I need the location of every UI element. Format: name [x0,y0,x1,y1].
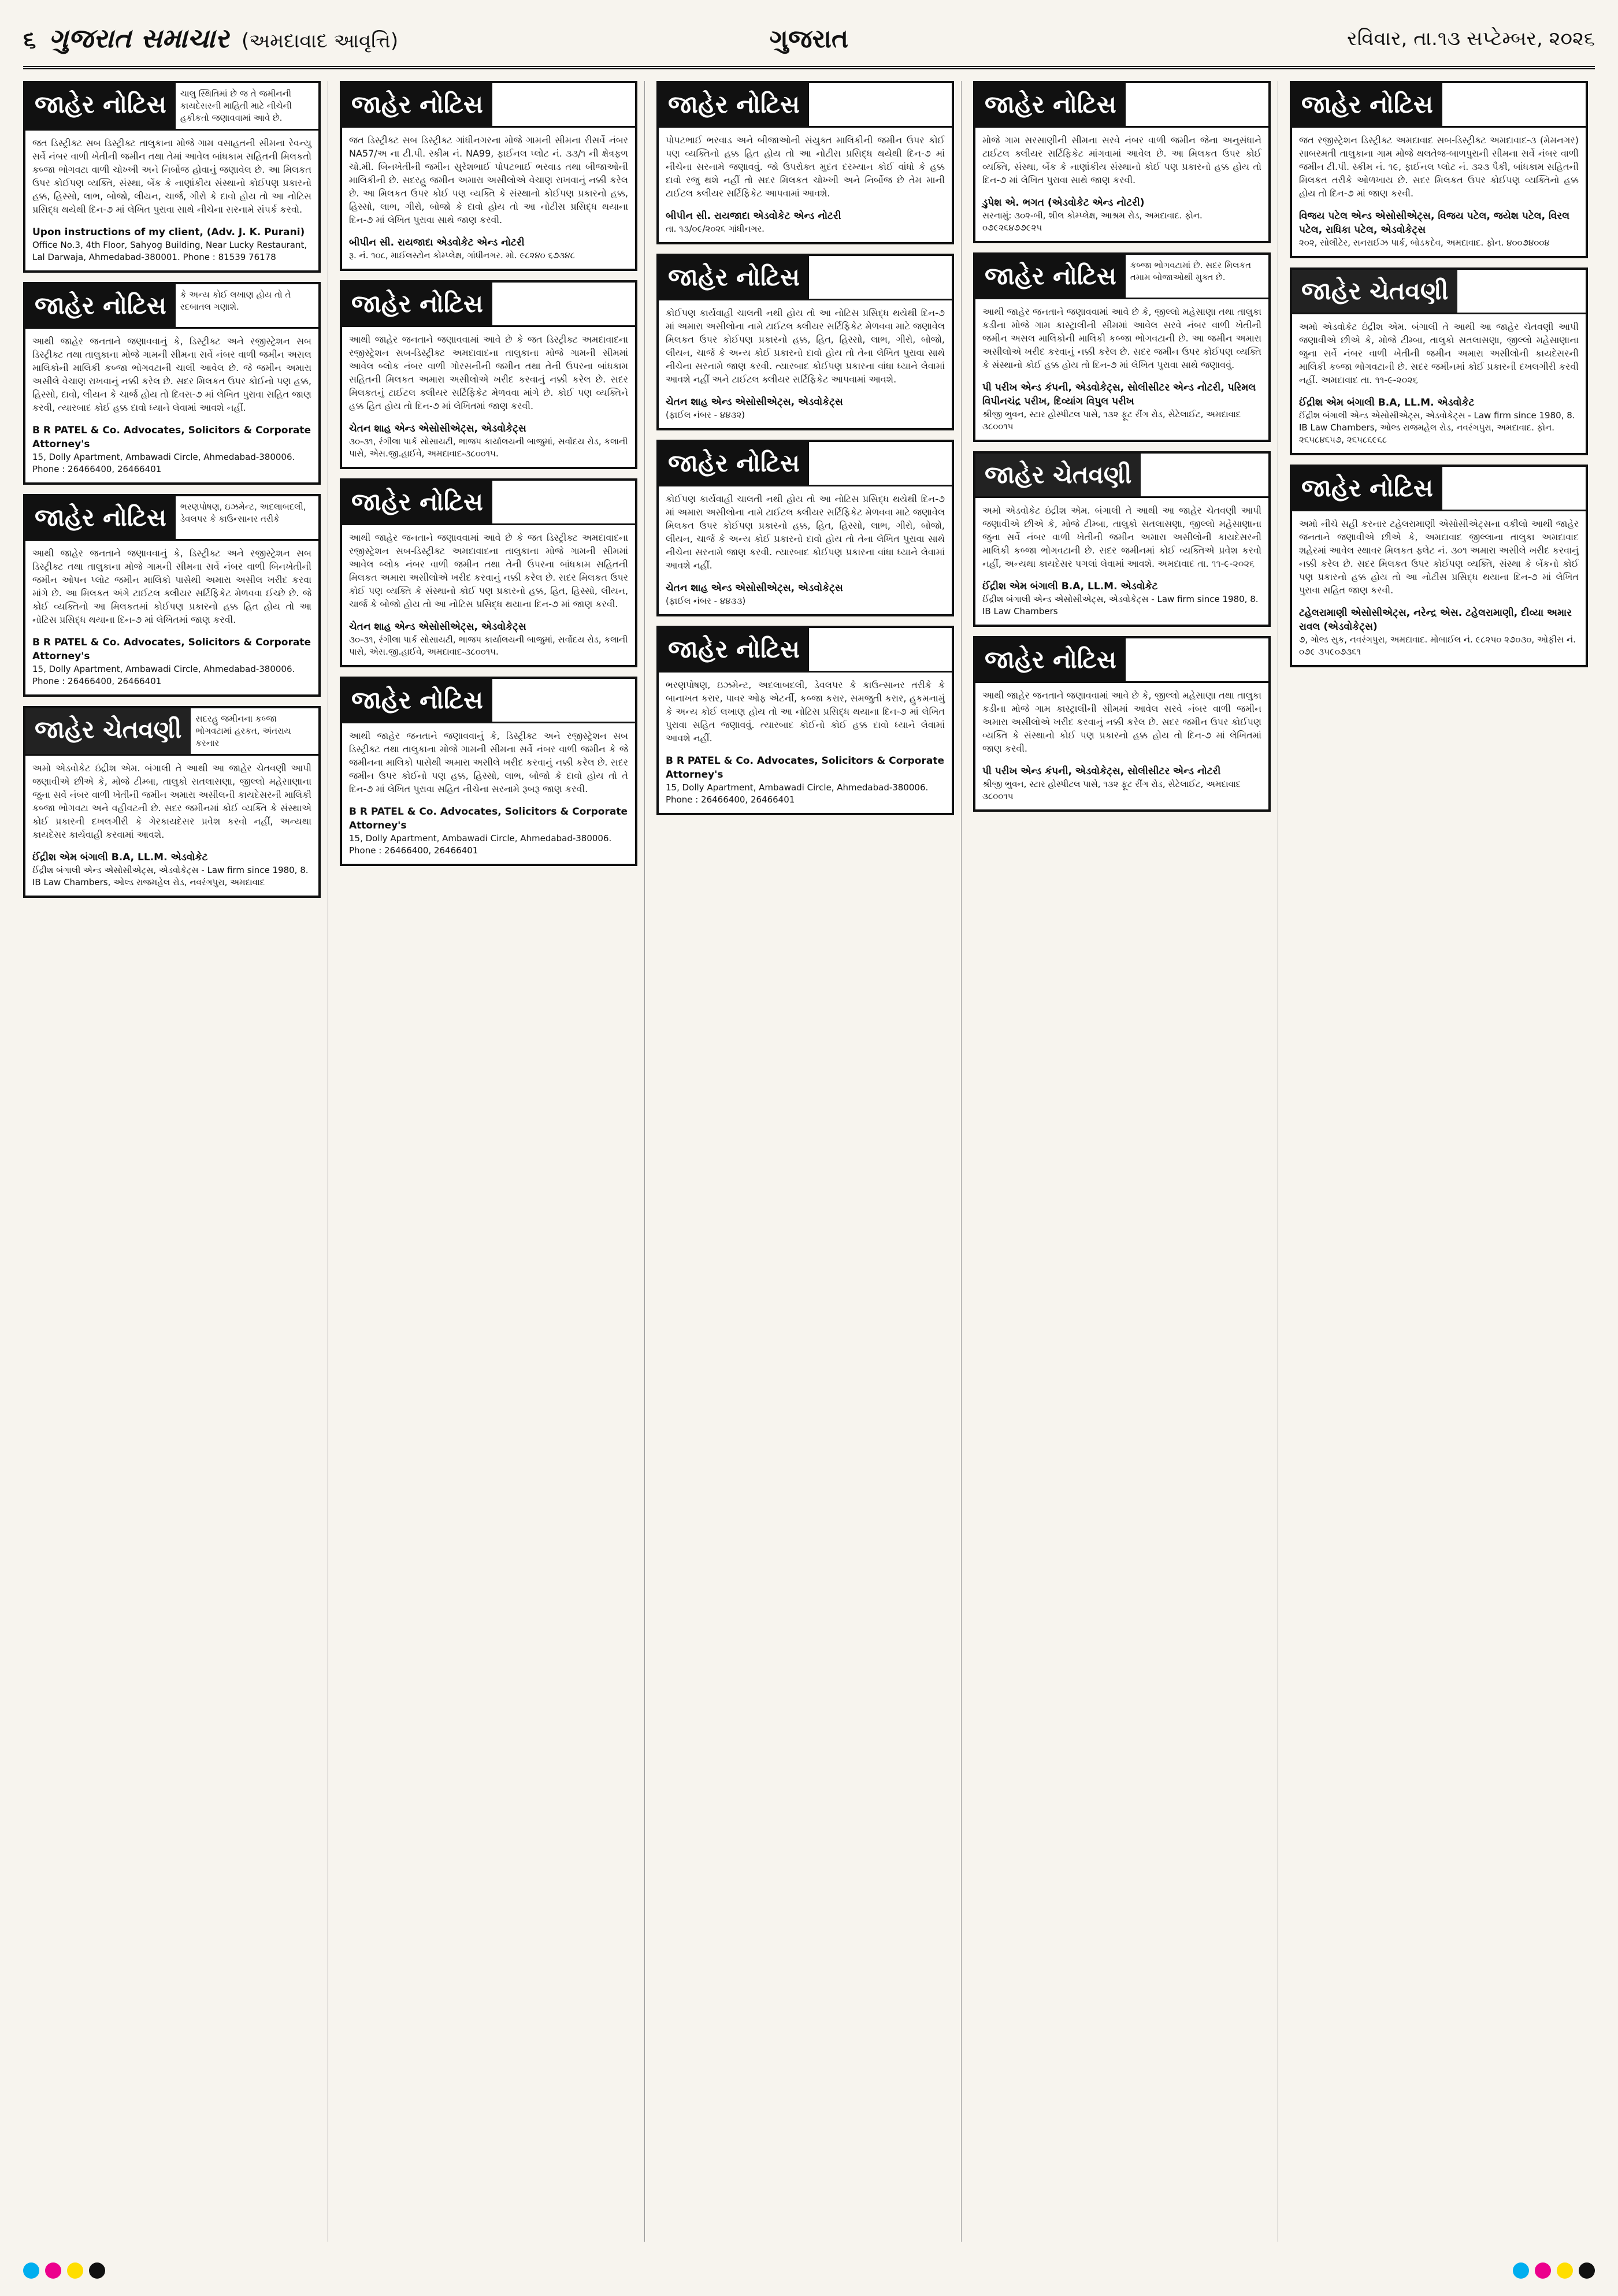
ad-title: જાહેર ચેતવણી [975,454,1141,496]
public-warning-ad [1290,268,1588,455]
ad-header [659,256,952,300]
ad-signatory: ડુપેશ એ. ભગત (એડવોકેટ એન્ડ નોટરી) [982,197,1145,209]
ad-address: (ફાઈલ નંબર - ૪૪૩૨) [666,410,745,420]
ad-signatory: વિજય પટેલ એન્ડ એસોસીએટ્સ, વિજય પટેલ, જયેશ પટેલ, વિરલ પટેલ, રાધિકા પટેલ, એડવોકેટ્સ [1299,210,1570,236]
ad-header [975,83,1268,128]
ad-lead-text [1442,467,1586,510]
ad-address: 15, Dolly Apartment, Ambawadi Circle, Ahmedabad-380006. Phone : 26466400, 26466401 [666,782,929,805]
ad-signatory: બીપીન સી. રાયજાદા એડવોકેટ એન્ડ નોટરી [349,237,525,248]
ad-title: જાહેર નોટિસ [25,83,176,129]
ad-body-text: અમો એડવોકેટ ઇંદ્રીશ એમ. બંગાલી તે આથી આ જાહેર ચેતવણી આપી જણાવીએ છીએ કે, મોજે ટીમ્બા, તાલુકો સતલાસણા, જીલ્લો મહેસાણાના જુના સર્વે નંબર વાળી ખેતીની જમીન અમારા અસીલોની કાયદેસરની માલિકી કબ્જા ભોગવટાની છે. સદર જમીનમાં કોઈ પ્રકારની દખલગીરી કરવી નહીં. અમદાવાદ તા. ૧૧-૯-૨૦૨૬ [1299,321,1579,385]
masthead [23,12,1595,69]
ad-lead-text [1126,83,1268,126]
public-notice-ad [656,254,954,430]
ad-header [25,496,318,541]
ad-signature [659,206,952,242]
public-notice-ad [23,494,321,697]
ad-address: ઈંદ્રીશ બંગાલી એન્ડ એસોસીએટ્સ, એડવોકેટ્સ - Law firm since 1980, 8. IB Law Chambers, ઓલ્ડ રાજમહેલ રોડ, નવરંગપુરા, અમદાવાદ [32,865,309,887]
ad-signature [975,761,1268,809]
edition-label: (અમદાવાદ આવૃત્તિ) [241,29,399,53]
column-2 [340,81,645,2242]
ad-body-text: જત ડિસ્ટ્રીક્ટ સબ ડિસ્ટ્રીક્ટ તાલુકાના મોજે ગામ વસાહતની સીમના રેવન્યુ સર્વે નંબર વાળી ખેતીની જમીન તથા તેમાં આવેલ બાંધકામ સહિતની મિલકતો કબ્જા ભોગવટા વાળી ચોખ્ખી અને નિર્બોજ હોવાનું જણાવેલ છે. આ મિલકત ઉપર કોઈપણ વ્યક્તિ, સંસ્થા, બેંક કે નાણાંકીય સંસ્થાનો કોઈપણ પ્રકારનો હક્ક, હિસ્સો, લાભ, બોજો, લીયન, ચાર્જ, ગીરો કે દાવો હોય તો આ નોટિસ પ્રસિદ્ધ થયેથી દિન-૭ માં લેખિત પુરાવા સાથે નીચેના સરનામે સંપર્ક કરવો. [32,138,311,215]
ad-title: જાહેર નોટિસ [975,638,1126,681]
ad-signatory: પી પરીખ એન્ડ કંપની, એડવોકેટ્સ, સોલીસીટર એન્ડ નોટરી [982,766,1221,777]
black-registration-dot [89,2262,105,2279]
ad-signature [659,578,952,614]
ad-signatory: ચેતન શાહ એન્ડ એસોસીએટ્સ, એડવોકેટ્સ [666,396,843,408]
public-notice-ad [23,282,321,485]
ad-body-text: કોઈપણ કાર્યવાહી ચાલતી નથી હોય તો આ નોટિસ પ્રસિદ્ધ થયેથી દિન-૭ માં અમારા અસીલોના નામે ટાઈટલ ક્લીયર સર્ટિફિકેટ મેળવવા માટે જણાવેલ મિલકત ઉપર કોઈપણ પ્રકારનો હક્ક, હિત, હિસ્સો, લાભ, ગીરો, બોજો, લીયન, ચાર્જ કે અન્ય કોઈ પ્રકારનો દાવો હોય તો તેના લેખિત પુરાવા સાથે નીચેના સરનામે જાણ કરવી. ત્યારબાદ કોઈપણ પ્રકારના વાંધા ધ્યાને લેવામાં આવશે નહીં અને ટાઈટલ ક્લીયર સર્ટિફિકેટ આપવામાં આવશે. [666,307,945,385]
ad-lead-text [809,83,952,126]
ad-body-text: આથી જાહેર જનતાને જણાવવાનું કે, ડિસ્ટ્રીક્ટ અને રજીસ્ટ્રેશન સબ ડિસ્ટ્રીક્ટ તથા તાલુકાના મોજે ગામની સીમના સર્વે નંબર વાળી જમીન કે જે જમીનના માલિકો પાસેથી અમારા અસીલે ખરીદ કરવાનું નક્કી કરેલ છે. સદર જમીન ઉપર કોઈનો પણ હક્ક, હિસ્સો, લાભ, બોજો કે દાવો હોય તો તે દિન-૭ માં લેખિત પુરાવા સહિત નીચેના સરનામે રૂબરૂ જાણ કરવી. [349,730,628,794]
ad-header [1292,83,1586,128]
ad-signatory: ચેતન શાહ એન્ડ એસોસીએટ્સ, એડવોકેટ્સ [349,621,526,633]
issue-date: રવિવાર, તા.૧૩ સપ્ટેમ્બર, ૨૦૨૬ [1347,27,1595,50]
column-5 [1290,81,1595,2242]
ad-title: જાહેર નોટિસ [342,679,492,722]
magenta-registration-dot [1535,2262,1551,2279]
cyan-registration-dot [23,2262,39,2279]
ad-signatory: બીપીન સી. રાયજાદા એડવોકેટ એન્ડ નોટરી [666,210,841,222]
yellow-registration-dot [1557,2262,1573,2279]
ad-header [25,284,318,329]
ad-signature [975,192,1268,241]
public-notice-ad [973,252,1271,442]
ad-title: જાહેર નોટિસ [342,481,492,523]
ad-address: ઈંદ્રીશ બંગાલી એન્ડ એસોસીએટ્સ, એડવોકેટ્સ - Law firm since 1980, 8. IB Law Chambers [982,594,1259,616]
ad-address: 15, Dolly Apartment, Ambawadi Circle, Ahmedabad-380006. Phone : 26466400, 26466401 [32,452,295,474]
ad-address: સરનામું: ૩૦૨-બી, શીલ કોમ્પ્લેક્ષ, આશ્રમ રોડ, અમદાવાદ. ફોન. ૦૭૯૨૬૪૭૭૯૨૫ [982,210,1203,233]
ad-signatory: Upon instructions of my client, (Adv. J. K. Purani) [32,226,305,238]
ad-signatory: ટહેલરામાણી એસોસીએટ્સ, નરેન્દ્ર એસ. ટહેલરામાણી, દીવ્યા અમાર રાવલ (એડવોકેટ્સ) [1299,607,1572,633]
ad-signature [975,377,1268,440]
public-notice-ad [973,81,1271,243]
public-notice-ad [973,636,1271,812]
ad-address: શ્રીજી ભુવન, સ્ટાર હોસ્પીટલ પાસે, ૧૩૨ ફૂટ રીંગ રોડ, સેટેલાઈટ, અમદાવાદ ૩૮૦૦૧૫ [982,779,1241,801]
column-4 [973,81,1278,2242]
public-warning-ad [23,706,321,898]
public-notice-ad [340,81,637,271]
ad-lead-text [492,481,635,523]
ad-lead-text [492,283,635,325]
ad-lead-text [1141,454,1268,496]
ad-title: જાહેર નોટિસ [975,83,1126,126]
ad-address: (ફાઈલ નંબર - ૪૪૩૩) [666,596,746,606]
ad-signature [659,392,952,428]
ad-lead-text: કે અન્ય કોઈ લખાણ હોય તો તે રદબાતલ ગણાશે. [180,289,291,312]
ad-signatory: B R PATEL & Co. Advocates, Solicitors & Corporate Attorney's [666,755,944,781]
ad-header [659,628,952,673]
ad-header [659,83,952,128]
ad-lead-text: કબ્જા ભોગવટામાં છે. સદર મિલકત તમામ બોજાઓથી મુક્ત છે. [1130,260,1252,283]
ad-lead-text [809,628,952,671]
column-1 [23,81,328,2242]
public-notice-ad [340,280,637,469]
ad-title: જાહેર નોટિસ [25,496,176,539]
ad-header [1292,270,1586,314]
ad-body-text: જત ડિસ્ટ્રીક્ટ સબ ડિસ્ટ્રીક્ટ ગાંધીનગરના મોજે ગામની સીમના રીસર્વે નંબર NA57/અ ના ટી.પી. સ્કીમ નં. NA99, ફાઈનલ પ્લોટ નં. ૩૩/૧ ની ક્ષેત્રફળ ચો.મી. બિનખેતીની જમીન સુરેશભાઈ પોપટભાઈ ભરવાડ તથા બીજાઓની માલિકીની છે. સદરહુ જમીન અમારા અસીલોએ વેચાણ રાખવાનું નક્કી કરેલ છે. આ મિલકત ઉપર કોઈ પણ વ્યક્તિ કે સંસ્થાનો કોઈપણ પ્રકારનો હક્ક, હિસ્સો, લાભ, ગીરો, બોજો કે દાવો હોય તો આ નોટીસ પ્રસિદ્ધ થયાના દિન-૭ માં લેખિત પુરાવા સાથે જાણ કરવી. [349,135,628,225]
ad-signature [25,420,318,482]
yellow-registration-dot [67,2262,83,2279]
public-notice-ad [1290,81,1588,258]
cyan-registration-dot [1513,2262,1529,2279]
ad-address: ૭, ગોલ્ડ સુક, નવરંગપુરા, અમદાવાદ. મોબાઈલ નં. ૯૮૨૫૦ ૨૭૦૩૦, ઓફીસ નં. ૦૭૯ ૩૫૯૦૭૩૬૧ [1299,634,1576,657]
ad-address: Office No.3, 4th Floor, Sahyog Building, Near Lucky Restaurant, Lal Darwaja, Ahmedabad-380001. Phone : 81539 76178 [32,240,307,262]
ad-body-text: અમો નીચે સહી કરનાર ટહેલરામાણી એસોસીએટ્સના વકીલો આથી જાહેર જનતાને જણાવીએ છીએ કે, અમદાવાદ જીલ્લાના તાલુકા અમદાવાદ શહેરમાં આવેલ સ્થાવર મિલકત ફ્લેટ નં. ૩૦૧ અમારા અસીલે ખરીદ કરવાનું નક્કી કરેલ છે. સદર મિલકત ઉપર કોઈપણ વ્યક્તિ, સંસ્થા કે બેંકનો કોઈ પણ પ્રકારનો હક્ક હોય તો આ નોટીસ પ્રસિદ્ધ થયાના દિન-૭ માં લેખિત પુરાવા સહિત જાણ કરવી. [1299,518,1579,596]
ad-address: 15, Dolly Apartment, Ambawadi Circle, Ahmedabad-380006. Phone : 26466400, 26466401 [32,664,295,686]
masthead-left [23,23,543,55]
public-notice-ad [656,81,954,244]
ad-header [25,708,318,756]
ad-signatory: ઈંદ્રીશ એમ બંગાલી B.A, LL.M. એડવોકેટ [982,581,1158,592]
ad-signatory: B R PATEL & Co. Advocates, Solicitors & Corporate Attorney's [349,806,628,831]
ad-lead-text [492,679,635,722]
ad-body-text: આથી જાહેર જનતાને જણાવવામાં આવે છે કે, જીલ્લો મહેસાણા તથા તાલુકા કડીના મોજે ગામ કાસ્ટ્રાલીની સીમમાં આવેલ સરવે નંબર વાળી જમીન અમારા અસીલોએ ખરીદ કરવાનું નક્કી કરેલ છે. સદર જમીન ઉપર કોઈપણ વ્યક્તિ કે સંસ્થાનો કોઈ પણ પ્રકારનો હક્ક હોય તો દિન-૭ માં લેખિતમાં જાણ કરવી. [982,690,1261,754]
column-3 [656,81,962,2242]
ad-signature [342,616,635,665]
ad-signature [342,418,635,467]
ad-signatory: ચેતન શાહ એન્ડ એસોસીએટ્સ, એડવોકેટ્સ [666,582,843,594]
ad-signature [342,232,635,269]
public-notice-ad [1290,465,1588,667]
ad-signature [25,222,318,270]
ad-title: જાહેર ચેતવણી [25,708,191,754]
ad-body-text: આથી જાહેર જનતાને જણાવવામાં આવે છે કે જત ડિસ્ટ્રીક્ટ અમદાવાદના રજીસ્ટ્રેશન સબ-ડિસ્ટ્રીક્ટ અમદાવાદના તાલુકાના મોજે ગામની સીમમાં આવેલ બ્લોક નંબર વાળી ગોરસનીની જમીન તથા તેની ઉપરના બાંધકામ સહિતની મિલકત અમારા અસીલોએ ખરીદ કરવાનું નક્કી કરેલ છે. સદર મિલકતનું ટાઈટલ ક્લીયર સર્ટિફિકેટ મેળવવા માંગે છે. કોઈ પણ વ્યક્તિને હક્ક હિત હોય તો દિન-૭ માં લેખિતમાં જાણ કરવી. [349,334,628,411]
ad-title: જાહેર નોટિસ [975,255,1126,298]
public-notice-ad [656,440,954,616]
ad-lead-text [1457,270,1586,313]
ad-address: ઈંદ્રીશ બંગાલી એન્ડ એસોસીએટ્સ, એડવોકેટ્સ - Law firm since 1980, 8. IB Law Chambers, ઓલ્ડ રાજમહેલ રોડ, નવરંગપુરા, અમદાવાદ. ફોન. ૨૬૫૮૪૬૫૭, ૨૬૫૮૬૯૬૮ [1299,410,1575,445]
ad-body-text: આથી જાહેર જનતાને જણાવવાનું કે, ડિસ્ટ્રીક્ટ અને રજીસ્ટ્રેશન સબ ડિસ્ટ્રીક્ટ તથા તાલુકાના મોજે ગામની સીમના સર્વે નંબર વાળી બિનખેતીની જમીન ઓપન પ્લોટ જમીન માલિકો પાસેથી અમારા અસીલ ખરીદ કરવા માંગે છે. આ મિલકત અંગે ટાઈટલ ક્લીયર સર્ટિફિકેટ મેળવવા ઈચ્છે છે. જે કોઈ વ્યક્તિનો આ મિલકતમાં કોઈપણ પ્રકારનો હક્ક હિત હોય તો આ નોટિસ પ્રસિદ્ધ થયાના દિન-૭ માં લેખિતમાં જાણ કરવી. [32,548,311,625]
ad-body-text: કોઈપણ કાર્યવાહી ચાલતી નથી હોય તો આ નોટિસ પ્રસિદ્ધ થયેથી દિન-૭ માં અમારા અસીલોના નામે ટાઈટલ ક્લીયર સર્ટિફિકેટ મેળવવા માટે જણાવેલ મિલકત ઉપર કોઈપણ પ્રકારનો હક્ક, હિત, હિસ્સો, લાભ, ગીરો, બોજો, લીયન, ચાર્જ કે અન્ય કોઈ પ્રકારનો દાવો હોય તો તેના લેખિત પુરાવા સાથે નીચેના સરનામે જાણ કરવી. ત્યારબાદ કોઈપણ પ્રકારના વાંધા ધ્યાને લેવામાં આવશે નહીં. [666,493,945,571]
ad-header [975,255,1268,299]
ad-header [342,283,635,327]
ad-body-text: આથી જાહેર જનતાને જણાવવામાં આવે છે કે જત ડિસ્ટ્રીક્ટ અમદાવાદના રજીસ્ટ્રેશન સબ-ડિસ્ટ્રીક્ટ અમદાવાદના તાલુકાના મોજે ગામની સીમમાં આવેલ બ્લોક નંબર વાળી જમીન તથા તેની ઉપરના બાંધકામ સહિતની મિલકત અમારા અસીલોએ ખરીદ કરવાનું નક્કી કરેલ છે. સદર મિલકત ઉપર કોઈ પણ વ્યક્તિ કે સંસ્થાનો કોઈ પણ પ્રકારનો હક્ક, હિત, હિસ્સો, લીયન, ચાર્જ કે બોજો હોય તો આ નોટિસ પ્રસિદ્ધ થયાના દિન-૭ માં જાણ કરવી. [349,532,628,610]
ad-address: ૩૦-૩૧, રંગીલા પાર્ક સોસાયટી, ભાજપ કાર્યાલયની બાજુમાં, સર્વોદય રોડ, કલાની પાસે, એસ.જી.હાઈવે, અમદાવાદ-૩૮૦૦૧૫. [349,634,628,657]
registration-marks-right [1513,2262,1595,2286]
ad-signature [1292,603,1586,665]
newspaper-brand: ગુજરાત સમાચાર [49,23,229,54]
public-warning-ad [973,451,1271,627]
ad-signature [659,751,952,813]
ad-signature [1292,206,1586,256]
ad-header [342,83,635,128]
public-notice-ad [23,81,321,273]
public-notice-ad [656,626,954,815]
ad-title: જાહેર ચેતવણી [1292,270,1457,313]
public-notice-ad [340,478,637,667]
registration-marks-left [23,2262,105,2286]
ad-lead-text: સદરહુ જમીનના કબ્જા ભોગવટામાં હરકત, અંતરાય કરનાર [195,714,291,748]
ad-header [342,679,635,723]
ad-header [975,454,1268,498]
ad-signatory: B R PATEL & Co. Advocates, Solicitors & Corporate Attorney's [32,637,311,662]
ad-title: જાહેર નોટિસ [342,83,492,126]
ad-signatory: ઈંદ્રીશ એમ બંગાલી B.A, LL.M. એડવોકેટ [32,852,208,863]
ad-address: 15, Dolly Apartment, Ambawadi Circle, Ahmedabad-380006. Phone : 26466400, 26466401 [349,833,612,856]
ad-body-text: ભરણપોષણ, ઇઝમેન્ટ, અદલાબદલી, ડેવલપર કે કાઉન્સાનર તરીકે કે બાનાખત કરાર, પાવર ઓફ એટર્ની, કબ્જા કરાર, સમજુતી કરાર, હુકમનામું કે અન્ય કોઈ લખાણ હોય તો આ નોટિસ પ્રસિદ્ધ થયાના દિન-૭ માં લેખિત પુરાવા સહિત જણાવવું. ત્યારબાદ કોઈનો કોઈ હક્ક દાવો ધ્યાને લેવામાં આવશે નહીં. [666,679,945,744]
ad-signature [342,801,635,864]
ad-lead-text [1126,638,1268,681]
ad-address: તા. ૧૩/૦૯/૨૦૨૬ ગાંધીનગર. [666,224,765,234]
ad-signatory: ચેતન શાહ એન્ડ એસોસીએટ્સ, એડવોકેટ્સ [349,423,526,434]
ad-title: જાહેર નોટિસ [659,628,809,671]
ad-lead-text [809,442,952,485]
ad-lead-text [809,256,952,299]
ad-signatory: પી પરીખ એન્ડ કંપની, એડવોકેટ્સ, સોલીસીટર એન્ડ નોટરી, પરિમલ વિપીનચંદ્ર પરીખ, દિવ્યાંગ વિપુલ પરીખ [982,382,1256,407]
ad-header [975,638,1268,683]
ad-body-text: આથી જાહેર જનતાને જણાવવાનું કે, ડિસ્ટ્રીક્ટ અને રજીસ્ટ્રેશન સબ ડિસ્ટ્રીક્ટ તથા તાલુકાના મોજે ગામની સીમના સર્વે નંબર વાળી જમીન અસલ માલિકોની માલિકી કબ્જા ભોગવટાની ચાલી આવેલ છે. જે જમીન અમારા અસીલે વેચાણ રાખવાનું નક્કી કરેલ છે. સદર મિલકત ઉપર કોઈનો પણ હક્ક, હિસ્સો, દાવો, લીયન કે ચાર્જ હોય તો દિવસ-૭ માં લેખિત પુરાવા સહિત જાણ કરવી, ત્યારબાદ કોઈ હક્ક દાવો ધ્યાને લેવામાં આવશે નહીં. [32,336,311,413]
ad-title: જાહેર નોટિસ [659,256,809,299]
ad-header [25,83,318,131]
ad-signatory: B R PATEL & Co. Advocates, Solicitors & Corporate Attorney's [32,425,311,450]
ad-signature [975,576,1268,625]
ad-header [342,481,635,525]
ad-address: રૂ. નં. ૧૦૮, માઈલસ્ટોન કોમ્પ્લેક્ષ, ગાંધીનગર. મો. ૯૮૨૪૦ ૬૭૩૪૮ [349,250,575,261]
ad-address: ૩૦-૩૧, રંગીલા પાર્ક સોસાયટી, ભાજપ કાર્યાલયની બાજુમાં, સર્વોદય રોડ, કલાની પાસે, એસ.જી.હાઈવે, અમદાવાદ-૩૮૦૦૧૫. [349,436,628,459]
section-title: ગુજરાત [769,24,849,54]
ad-title: જાહેર નોટિસ [1292,467,1442,510]
ad-title: જાહેર નોટિસ [25,284,176,327]
ad-lead-text: ભરણપોષણ, ઇઝમેન્ટ, અદલાબદલી, ડેવલપર કે કાઉન્સાનર તરીકે [180,501,306,524]
ad-body-text: અમો એડવોકેટ ઇંદ્રીશ એમ. બંગાલી તે આથી આ જાહેર ચેતવણી આપી જણાવીએ છીએ કે, મોજે ટીમ્બા, તાલુકો સતલાસણા, જીલ્લો મહેસાણાના જુના સર્વે નંબર વાળી ખેતીની જમીન અમારા અસીલની કાયદેસરની માલિકી કબ્જા ભોગવટા અને વહીવટની છે. સદર જમીનમાં કોઈ વ્યક્તિ કે સંસ્થાએ કોઈ પ્રકારની દખલગીરી કે ગેરકાયદેસર પ્રવેશ કરવો નહીં, અન્યથા કાયદેસર કાર્યવાહી કરવામાં આવશે. [32,763,311,840]
ad-lead-text: ચાલુ સ્થિતિમાં છે જ તે જમીનની કાયદેસરની માહિતી માટે નીચેની હકીકતો જણાવવામાં આવે છે. [180,88,292,123]
ad-title: જાહેર નોટિસ [1292,83,1442,126]
classified-columns [23,81,1595,2242]
ad-body-text: આથી જાહેર જનતાને જણાવવામાં આવે છે કે, જીલ્લો મહેસાણા તથા તાલુકા કડીના મોજે ગામ કાસ્ટ્રાલીની સીમમાં આવેલ સરવે નંબર વાળી ખેતીની જમીન અસલ માલિકોની માલિકી કબ્જા ભોગવટાની છે. આ જમીન અમારા અસીલોએ ખરીદ કરવાનું નક્કી કરેલ છે. સદર જમીન ઉપર કોઈપણ વ્યક્તિ કે સંસ્થાનો કોઈ હક્ક હોય તો દિન-૭ માં લેખિત પુરાવા સાથે જણાવવું. [982,306,1261,370]
ad-header [659,442,952,486]
ad-signature [25,847,318,896]
ad-lead-text [492,83,635,126]
ad-signature [1292,392,1586,453]
ad-title: જાહેર નોટિસ [659,83,809,126]
ad-title: જાહેર નોટિસ [659,442,809,485]
public-notice-ad [340,677,637,866]
magenta-registration-dot [45,2262,61,2279]
ad-signatory: ઈંદ્રીશ એમ બંગાલી B.A, LL.M. એડવોકેટ [1299,397,1475,408]
ad-lead-text [1442,83,1586,126]
ad-body-text: અમો એડવોકેટ ઇંદ્રીશ એમ. બંગાલી તે આથી આ જાહેર ચેતવણી આપી જણાવીએ છીએ કે, મોજે ટીમ્બા, તાલુકો સતલાસણા, જીલ્લો મહેસાણાના જુના સર્વે નંબર વાળી ખેતીની જમીન અમારા અસીલોની કાયદેસરની માલિકી કબ્જા ભોગવટાની છે. સદર જમીનમાં કોઈ વ્યક્તિએ પ્રવેશ કરવો નહીં, અન્યથા કાયદેસર પગલાં લેવામાં આવશે. અમદાવાદ તા. ૧૧-૯-૨૦૨૬ [982,505,1261,569]
ad-address: શ્રીજી ભુવન, સ્ટાર હોસ્પીટલ પાસે, ૧૩૨ ફૂટ રીંગ રોડ, સેટેલાઈટ, અમદાવાદ ૩૮૦૦૧૫ [982,409,1241,432]
ad-body-text: પોપટભાઈ ભરવાડ અને બીજાઓની સંયુક્ત માલિકીની જમીન ઉપર કોઈ પણ વ્યક્તિનો હક્ક હિત હોય તો આ નોટીસ પ્રસિદ્ધ થયેથી દિન-૭ માં નીચેના સરનામે જણાવવું. જો ઉપરોક્ત મુદત દરમ્યાન કોઈ વાંધો કે હક્ક દાવો રજુ થશે નહીં તો સદર મિલકત ચોખ્ખી અને નિર્બોજ છે તેમ માની ટાઈટલ ક્લીયર સર્ટિફિકેટ આપવામાં આવશે. [666,135,945,199]
ad-title: જાહેર નોટિસ [342,283,492,325]
page-number: ૬ [23,26,36,53]
ad-header [1292,467,1586,511]
black-registration-dot [1579,2262,1595,2279]
ad-body-text: મોજે ગામ સરસાણીની સીમના સરવે નંબર વાળી જમીન જેના અનુસંધાને ટાઈટલ ક્લીયર સર્ટિફિકેટ માંગવામાં આવેલ છે. આ મિલકત ઉપર કોઈ વ્યક્તિ, સંસ્થા, બેંક કે નાણાંકીય સંસ્થાનો કોઈ પણ પ્રકારનો હક્ક હોય તો દિન-૭ માં લેખિત પુરાવા સાથે જાણ કરવી. [982,135,1261,185]
ad-address: ૨૦૨, સોલીટેર, સનરાઈઝ પાર્ક, બોડકદેવ, અમદાવાદ. ફોન. ૪૦૦૭૪૦૦૪ [1299,237,1550,248]
ad-signature [25,632,318,694]
ad-body-text: જત રજીસ્ટ્રેશન ડિસ્ટ્રીક્ટ અમદાવાદ સબ-ડિસ્ટ્રીક્ટ અમદાવાદ-૩ (મેમનગર) સાબરમતી તાલુકાના ગામ મોજે થલતેજ-બાળપુરાની સીમના સર્વે નંબર વાળી જમીન ટી.પી. સ્કીમ નં. ૧૯, ફાઈનલ પ્લોટ નં. ૩૨૩ પૈકી, બાંધકામ સહિતની મિલકત તરીકે ઓળખાય છે. સદર મિલકત ઉપર કોઈપણ વ્યક્તિનો હક્ક હોય તો દિન-૭ માં જાણ કરવી. [1299,135,1579,199]
